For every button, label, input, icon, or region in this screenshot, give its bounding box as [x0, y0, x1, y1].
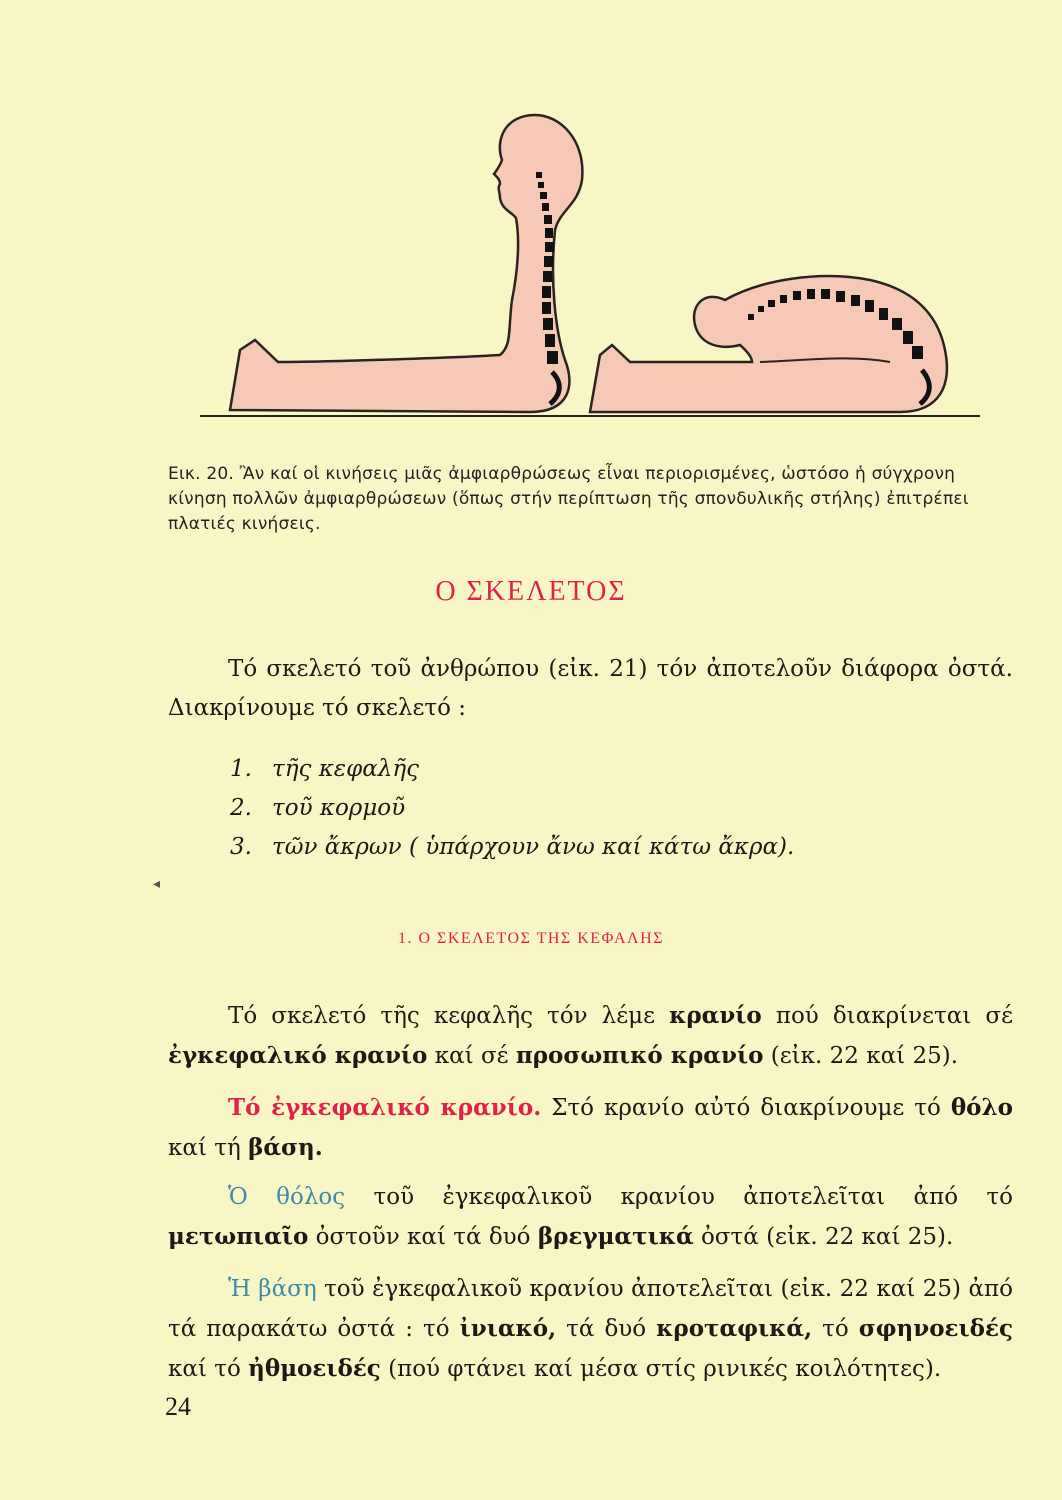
section-title: Ο ΣΚΕΛΕΤΟΣ [435, 576, 627, 607]
paragraph-cranium: Τό σκελετό τῆς κεφαλῆς τόν λέμε κρανίο πού διακρίνεται σέ ἐγκεφαλικό κρανίο καί σέ προσωπικό κρανίο (εἰκ. 22 καί 25). [168, 1002, 1013, 1069]
figure-caption [168, 462, 1008, 537]
upright-body [230, 115, 582, 412]
flexed-sitting-figure [590, 276, 947, 412]
list-item: 1. τῆς κεφαλῆς [230, 756, 419, 782]
margin-mark: ◂ [153, 876, 161, 892]
flexed-body [590, 276, 947, 412]
caption-label: Εικ. 20. [168, 464, 234, 484]
list-item: 3. τῶν ἄκρων ( ὑπάρχουν ἄνω καί κάτω ἄκρα). [230, 834, 795, 860]
skeleton-parts-list [230, 750, 794, 867]
subsection-title: 1. Ο ΣΚΕΛΕΤΟΣ ΤΗΣ ΚΕΦΑΛΗΣ [397, 930, 665, 947]
paragraph-brain-cranium: Τό ἐγκεφαλικό κρανίο. Στό κρανίο αὐτό διακρίνουμε τό θόλο καί τή βάση. [168, 1094, 1013, 1161]
skeleton-intro: Τό σκελετό τοῦ ἀνθρώπου (εἰκ. 21) τόν ἀποτελοῦν διάφορα ὀστά. Διακρίνουμε τό σκελετό : [168, 656, 1013, 721]
page-number: 24 [165, 1392, 191, 1421]
paragraph-base: Ἡ βάση τοῦ ἐγκεφαλικοῦ κρανίου ἀποτελεῖται (εἰκ. 22 καί 25) ἀπό τά παρακάτω ὀστά : τό ἰνιακό, τά δυό κροταφικά, τό σφηνοειδές καί τό ἠθμοειδές (πού φτάνει καί μέσα στίς ρινικές κοιλότητες). [168, 1276, 1013, 1382]
paragraph-vault: Ὁ θόλος τοῦ ἐγκεφαλικοῦ κρανίου ἀποτελεῖται ἀπό τό μετωπιαῖο ὀστοῦν καί τά δυό βρεγματικά ὀστά (εἰκ. 22 καί 25). [168, 1184, 1013, 1250]
upright-sitting-figure [230, 115, 582, 412]
list-item: 2. τοῦ κορμοῦ [230, 795, 406, 821]
caption-text: Ἂν καί οἱ κινήσεις μιᾶς ἀμφιαρθρώσεως εἶναι περιορισμένες, ὡστόσο ἡ σύγχρονη κίνηση πολλῶν ἀμφιαρθρώσεων (ὅπως στήν περίπτωση τῆς σπονδυλικῆς στήλης) ἐπιτρέπει πλατιές κινήσεις. [168, 464, 969, 534]
spine-flexion-illustration [200, 100, 980, 440]
